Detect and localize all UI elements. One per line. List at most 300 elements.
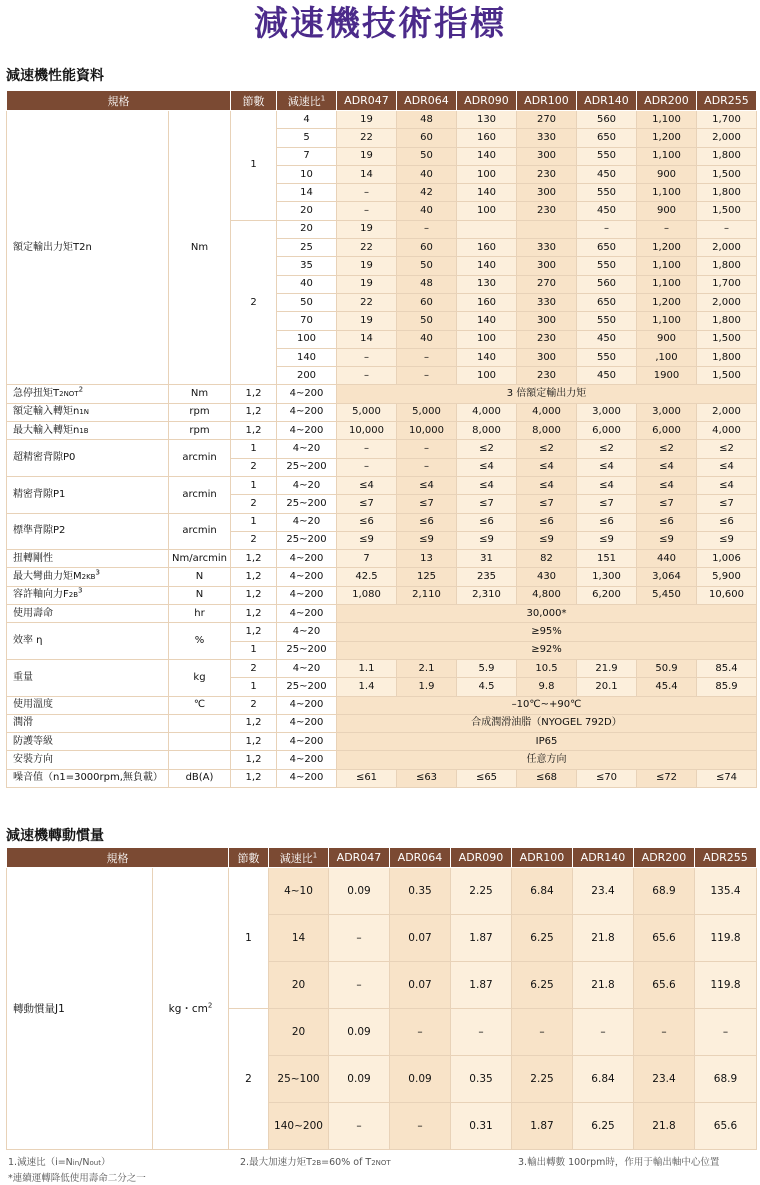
value-cell: 300 [517,184,577,202]
ratio-cell: 40 [277,275,337,293]
value-cell: 21.9 [577,659,637,677]
value-cell: 5,000 [397,403,457,421]
value-cell: ≤4 [637,458,697,476]
value-cell: 4,000 [457,403,517,421]
value-cell: 65.6 [634,915,695,962]
row-label: 使用溫度 [7,696,169,714]
unit-cell: ℃ [169,696,231,714]
value-cell: 40 [397,165,457,183]
table-row [7,385,757,403]
value-cell: 1.9 [397,678,457,696]
value-cell: 5,000 [337,403,397,421]
value-cell: ≤2 [637,440,697,458]
value-cell: – [397,458,457,476]
unit-cell: % [169,623,231,660]
row-label: 重量 [7,659,169,696]
row-label: 效率 η [7,623,169,660]
value-cell: – [397,367,457,385]
header-model: ADR255 [695,848,757,868]
value-cell: ≤2 [457,440,517,458]
value-cell: 450 [577,367,637,385]
value-cell: – [329,915,390,962]
ratio-cell: 10 [277,165,337,183]
value-cell: 1,800 [697,348,757,366]
value-cell: 1,200 [637,293,697,311]
value-cell: 65.6 [634,962,695,1009]
value-cell: – [637,220,697,238]
value-cell: 0.35 [390,868,451,915]
value-cell: ≤4 [457,476,517,494]
table-row [7,586,757,604]
table-row [7,403,757,421]
ratio-cell: 100 [277,330,337,348]
ratio-cell: 4~200 [277,403,337,421]
value-cell: 230 [517,165,577,183]
value-cell: 0.07 [390,915,451,962]
value-cell: 130 [457,111,517,129]
value-cell: ≤4 [637,476,697,494]
merged-value-cell: 30,000* [337,605,757,623]
value-cell: 1,006 [697,550,757,568]
ratio-cell: 25~200 [277,531,337,549]
value-cell: – [337,202,397,220]
value-cell: 6.25 [512,962,573,1009]
value-cell: 42 [397,184,457,202]
header-row [7,848,757,868]
value-cell: 1,100 [637,275,697,293]
table-row [7,568,757,586]
ratio-cell: 4~200 [277,586,337,604]
table-row [7,868,757,915]
row-label: 超精密背隙P0 [7,440,169,477]
value-cell: – [397,440,457,458]
footnote-life: *連續運轉降低使用壽命二分之一 [8,1173,146,1184]
stage-cell: 2 [231,220,277,385]
value-cell: 1,200 [637,239,697,257]
header-model: ADR090 [457,91,517,111]
page-title: 減速機技術指標 [254,4,506,44]
ratio-cell: 25~200 [277,495,337,513]
value-cell: 6,000 [577,422,637,440]
value-cell: 0.09 [329,1056,390,1103]
value-cell: 2,000 [697,129,757,147]
value-cell: 0.09 [329,1009,390,1056]
stage-cell: 2 [231,659,277,677]
value-cell: – [697,220,757,238]
value-cell: 1,500 [697,165,757,183]
stage-cell: 1 [231,678,277,696]
value-cell: ≤2 [517,440,577,458]
header-model: ADR047 [329,848,390,868]
value-cell: 1,500 [697,367,757,385]
value-cell: 160 [457,239,517,257]
ratio-cell: 20 [269,1009,329,1056]
value-cell: 68.9 [695,1056,757,1103]
unit-cell: rpm [169,403,231,421]
stage-cell: 1 [231,476,277,494]
value-cell: 40 [397,202,457,220]
unit-cell: Nm [169,111,231,385]
header-model: ADR100 [512,848,573,868]
value-cell: 4,000 [697,422,757,440]
stage-cell: 1,2 [231,623,277,641]
value-cell: 135.4 [695,868,757,915]
value-cell: 60 [397,293,457,311]
value-cell: 6,000 [637,422,697,440]
value-cell: 19 [337,257,397,275]
value-cell: 48 [397,275,457,293]
stage-cell: 1,2 [231,385,277,403]
value-cell: 22 [337,129,397,147]
value-cell: 3,000 [637,403,697,421]
value-cell: 7 [337,550,397,568]
value-cell: ≤2 [577,440,637,458]
value-cell: 2.25 [451,868,512,915]
value-cell: 550 [577,312,637,330]
value-cell: 1,100 [637,111,697,129]
table-row [7,422,757,440]
value-cell: 21.8 [573,915,634,962]
value-cell: 1.87 [451,915,512,962]
value-cell: ≤9 [517,531,577,549]
value-cell: 140 [457,312,517,330]
value-cell: ≤7 [577,495,637,513]
value-cell: 900 [637,330,697,348]
ratio-cell: 14 [269,915,329,962]
value-cell: – [397,348,457,366]
ratio-cell: 4~200 [277,605,337,623]
header-row [7,91,757,111]
stage-cell: 1 [229,868,269,1009]
value-cell: – [451,1009,512,1056]
value-cell: 140 [457,348,517,366]
value-cell: 31 [457,550,517,568]
value-cell: 1,100 [637,184,697,202]
row-label: 容許軸向力$F2B^3$ [7,586,169,604]
value-cell: 650 [577,129,637,147]
unit-cell: N [169,586,231,604]
stage-cell: 1,2 [231,568,277,586]
ratio-cell: 25 [277,239,337,257]
value-cell: ≤9 [577,531,637,549]
value-cell: 9.8 [517,678,577,696]
value-cell: ≤7 [517,495,577,513]
value-cell: – [390,1009,451,1056]
value-cell: 10,600 [697,586,757,604]
value-cell: 48 [397,111,457,129]
ratio-cell: 25~200 [277,458,337,476]
value-cell: ≤7 [637,495,697,513]
inertia-table [6,847,757,1150]
value-cell: ≤9 [397,531,457,549]
value-cell: 119.8 [695,915,757,962]
stage-cell: 1,2 [231,550,277,568]
value-cell: 1,500 [697,202,757,220]
ratio-cell: 4~20 [277,659,337,677]
footnote-ratio: 1.減速比（i=Nin/Nout） [8,1157,111,1168]
value-cell: 140 [457,147,517,165]
stage-cell: 1,2 [231,422,277,440]
value-cell: 650 [577,293,637,311]
stage-cell: 2 [231,531,277,549]
value-cell: 450 [577,202,637,220]
ratio-cell: 140 [277,348,337,366]
value-cell: ≤6 [697,513,757,531]
stage-cell: 1,2 [231,733,277,751]
value-cell: 300 [517,147,577,165]
unit-cell: kg [169,659,231,696]
row-label: 扭轉剛性 [7,550,169,568]
value-cell: 20.1 [577,678,637,696]
ratio-cell: 4~20 [277,476,337,494]
value-cell: – [337,440,397,458]
value-cell: 21.8 [634,1103,695,1150]
value-cell: 14 [337,165,397,183]
row-label: 標準背隙P2 [7,513,169,550]
ratio-cell: 25~100 [269,1056,329,1103]
value-cell: 0.31 [451,1103,512,1150]
row-label: 安裝方向 [7,751,169,769]
row-label: 噪音值（n1=3000rpm,無負載） [7,769,169,787]
header-spec: 規格 [7,91,231,111]
value-cell: ≤2 [697,440,757,458]
ratio-cell: 50 [277,293,337,311]
value-cell: – [573,1009,634,1056]
value-cell: 550 [577,348,637,366]
value-cell: 21.8 [573,962,634,1009]
value-cell: 560 [577,275,637,293]
header-model: ADR047 [337,91,397,111]
value-cell: 430 [517,568,577,586]
ratio-cell: 4~20 [277,440,337,458]
value-cell: ≤9 [337,531,397,549]
table-row [7,111,757,129]
value-cell: ≤7 [457,495,517,513]
value-cell: 1,100 [637,147,697,165]
value-cell: ≤6 [337,513,397,531]
value-cell: 23.4 [573,868,634,915]
merged-value-cell: ≥92% [337,641,757,659]
value-cell: 6.84 [512,868,573,915]
table-row [7,769,757,787]
table-row [7,714,757,732]
header-stage: 節數 [231,91,277,111]
unit-cell: Nm [169,385,231,403]
value-cell: 1.4 [337,678,397,696]
table-row [7,696,757,714]
value-cell: 440 [637,550,697,568]
value-cell: – [329,1103,390,1150]
unit-cell: arcmin [169,513,231,550]
value-cell: ≤61 [337,769,397,787]
stage-cell: 1 [231,641,277,659]
value-cell: 4.5 [457,678,517,696]
stage-cell: 2 [231,495,277,513]
value-cell: – [397,220,457,238]
value-cell: 10,000 [397,422,457,440]
value-cell: 22 [337,293,397,311]
value-cell: ≤9 [637,531,697,549]
value-cell: 6.84 [573,1056,634,1103]
table-row [7,733,757,751]
row-label: 最大輸入轉矩n1B [7,422,169,440]
header-model: ADR100 [517,91,577,111]
value-cell [457,220,517,238]
ratio-cell: 14 [277,184,337,202]
value-cell: ≤4 [517,476,577,494]
value-cell: 1.87 [451,962,512,1009]
unit-cell: dB(A) [169,769,231,787]
merged-value-cell: ≥95% [337,623,757,641]
ratio-cell: 20 [269,962,329,1009]
ratio-cell: 4 [277,111,337,129]
ratio-cell: 4~200 [277,769,337,787]
header-stage: 節數 [229,848,269,868]
merged-value-cell: 3 倍額定輸出力矩 [337,385,757,403]
ratio-cell: 25~200 [277,641,337,659]
value-cell: 1.1 [337,659,397,677]
ratio-cell: 7 [277,147,337,165]
merged-value-cell: 合成潤滑油脂（NYOGEL 792D） [337,714,757,732]
unit-cell: arcmin [169,440,231,477]
value-cell: ≤68 [517,769,577,787]
value-cell: ≤4 [697,476,757,494]
stage-cell: 2 [231,696,277,714]
ratio-cell: 4~200 [277,422,337,440]
value-cell: 270 [517,111,577,129]
value-cell: – [329,962,390,1009]
value-cell: 85.9 [697,678,757,696]
section-title-performance: 減速機性能資料 [6,68,104,84]
value-cell: 19 [337,312,397,330]
header-model: ADR090 [451,848,512,868]
value-cell: 0.07 [390,962,451,1009]
value-cell: – [634,1009,695,1056]
value-cell: ≤9 [697,531,757,549]
header-model: ADR200 [637,91,697,111]
value-cell: ≤4 [517,458,577,476]
value-cell: 8,000 [457,422,517,440]
value-cell: 900 [637,165,697,183]
header-ratio: 減速比$^1$ [269,848,329,868]
value-cell: 900 [637,202,697,220]
row-label: 額定輸出力矩T2n [7,111,169,385]
value-cell: 140 [457,257,517,275]
value-cell: 4,800 [517,586,577,604]
value-cell: – [337,184,397,202]
header-model: ADR200 [634,848,695,868]
value-cell: 330 [517,293,577,311]
value-cell: 1,800 [697,312,757,330]
value-cell: ≤63 [397,769,457,787]
ratio-cell: 4~10 [269,868,329,915]
row-label: 潤滑 [7,714,169,732]
value-cell: – [512,1009,573,1056]
value-cell: ≤6 [637,513,697,531]
value-cell: 2,000 [697,403,757,421]
table-row [7,476,757,494]
value-cell: 270 [517,275,577,293]
value-cell: 6.25 [512,915,573,962]
value-cell: 235 [457,568,517,586]
unit-cell: hr [169,605,231,623]
header-model: ADR064 [390,848,451,868]
header-model: ADR140 [577,91,637,111]
value-cell: 300 [517,348,577,366]
stage-cell: 1,2 [231,586,277,604]
value-cell: 100 [457,330,517,348]
performance-table [6,90,757,788]
unit-cell: arcmin [169,476,231,513]
value-cell: – [337,458,397,476]
ratio-cell: 140~200 [269,1103,329,1150]
stage-cell: 2 [231,458,277,476]
value-cell [517,220,577,238]
unit-cell: kg・$cm^2$ [153,868,229,1150]
merged-value-cell: –10℃~+90℃ [337,696,757,714]
ratio-cell: 20 [277,220,337,238]
value-cell: 1,800 [697,184,757,202]
value-cell: 5.9 [457,659,517,677]
value-cell: 151 [577,550,637,568]
stage-cell: 1,2 [231,751,277,769]
value-cell: 550 [577,184,637,202]
section-title-inertia: 減速機轉動慣量 [6,828,104,844]
value-cell: 5,450 [637,586,697,604]
table-row [7,623,757,641]
value-cell: 14 [337,330,397,348]
value-cell: 1,300 [577,568,637,586]
ratio-cell: 4~200 [277,751,337,769]
value-cell: 85.4 [697,659,757,677]
value-cell: 3,000 [577,403,637,421]
value-cell: 1,200 [637,129,697,147]
value-cell: 1,100 [637,257,697,275]
value-cell: ≤6 [517,513,577,531]
merged-value-cell: 任意方向 [337,751,757,769]
row-label: 急停扭矩T2NOT$^2$ [7,385,169,403]
value-cell: – [337,348,397,366]
value-cell: 3,064 [637,568,697,586]
value-cell: 42.5 [337,568,397,586]
value-cell: 2,000 [697,239,757,257]
value-cell: 650 [577,239,637,257]
table-row [7,550,757,568]
ratio-cell: 20 [277,202,337,220]
value-cell: 550 [577,257,637,275]
value-cell: 22 [337,239,397,257]
row-label: 防護等級 [7,733,169,751]
ratio-cell: 4~200 [277,385,337,403]
value-cell: ≤4 [337,476,397,494]
value-cell: 560 [577,111,637,129]
value-cell: ≤4 [577,458,637,476]
unit-cell [169,714,231,732]
ratio-cell: 4~200 [277,714,337,732]
value-cell: 100 [457,165,517,183]
value-cell: 65.6 [695,1103,757,1150]
value-cell: ≤4 [577,476,637,494]
stage-cell: 1 [231,440,277,458]
value-cell: 8,000 [517,422,577,440]
value-cell: ≤65 [457,769,517,787]
header-model: ADR140 [573,848,634,868]
stage-cell: 1 [231,111,277,221]
value-cell: ≤6 [457,513,517,531]
stage-cell: 1 [231,513,277,531]
value-cell: 10.5 [517,659,577,677]
value-cell: 450 [577,165,637,183]
